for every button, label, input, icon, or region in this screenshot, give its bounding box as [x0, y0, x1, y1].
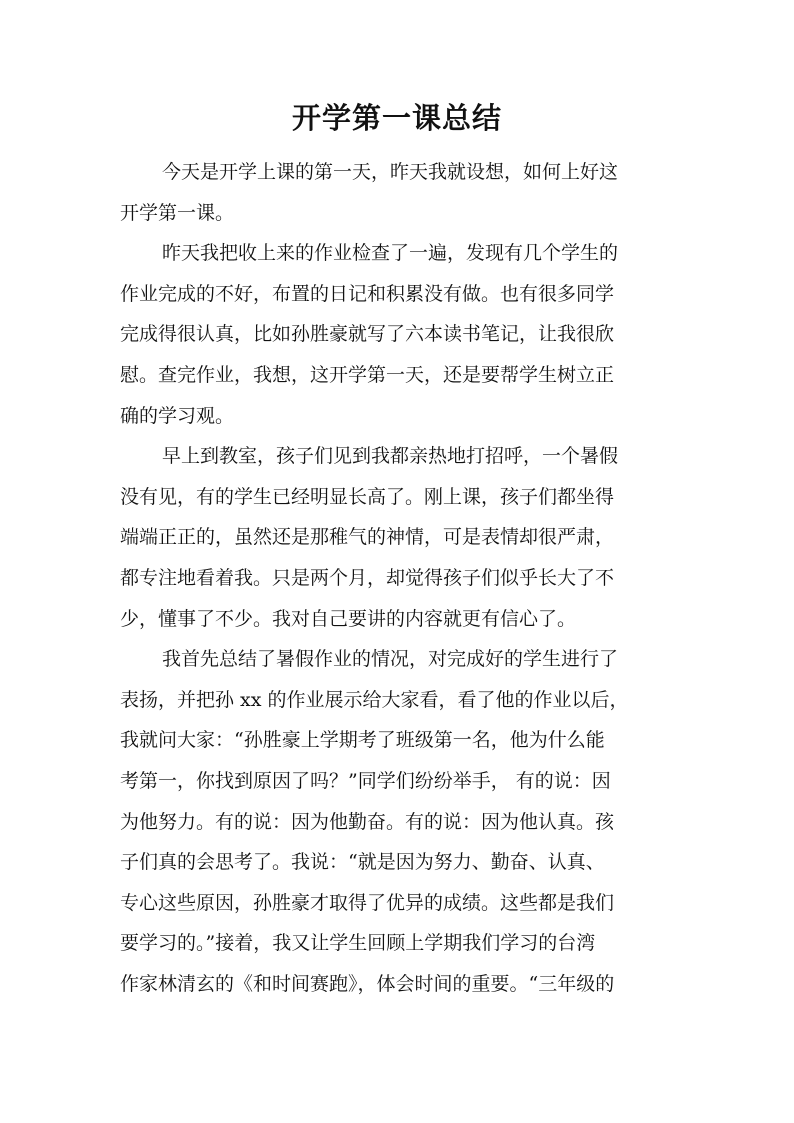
paragraph-line: 少，懂事了不少。我对自己要讲的内容就更有信心了。 [120, 607, 577, 630]
paragraph-line: 慰。查完作业，我想，这开学第一天，还是要帮学生树立正 [120, 363, 615, 386]
paragraph-line: 没有见，有的学生已经明显长高了。刚上课，孩子们都坐得 [120, 485, 615, 508]
document-title: 开学第一课总结 [291, 101, 502, 135]
paragraph-line: 专心这些原因，孙胜豪才取得了优异的成绩。这些都是我们 [120, 891, 615, 914]
paragraph-line: 考第一，你找到原因了吗？”同学们纷纷举手， 有的说：因 [120, 769, 611, 792]
paragraph-line: 完成得很认真，比如孙胜豪就写了六本读书笔记，让我很欣 [120, 323, 615, 346]
paragraph-line: 我就问大家：“孙胜豪上学期考了班级第一名，他为什么能 [120, 729, 605, 752]
paragraph-line: 表扬，并把孙 xx 的作业展示给大家看，看了他的作业以后， [120, 688, 629, 711]
paragraph-4 [120, 639, 676, 1004]
paragraph-3 [120, 436, 676, 639]
paragraph-line: 作业完成的不好，布置的日记和积累没有做。也有很多同学 [120, 282, 615, 305]
paragraph-line: 子们真的会思考了。我说：“就是因为努力、勤奋、认真、 [120, 851, 605, 874]
paragraph-line: 要学习的。”接着，我又让学生回顾上学期我们学习的台湾 [120, 932, 596, 955]
paragraph-line: 早上到教室，孩子们见到我都亲热地打招呼，一个暑假 [162, 445, 619, 468]
paragraph-line: 都专注地看着我。只是两个月，却觉得孩子们似乎长大了不 [120, 566, 615, 589]
paragraph-line: 确的学习观。 [120, 404, 235, 427]
paragraph-line: 为他努力。有的说：因为他勤奋。有的说：因为他认真。孩 [120, 810, 615, 833]
paragraph-1 [120, 152, 676, 233]
paragraph-2 [120, 233, 676, 436]
paragraph-line: 端端正正的，虽然还是那稚气的神情，可是表情却很严肃， [120, 526, 615, 549]
paragraph-line: 昨天我把收上来的作业检查了一遍，发现有几个学生的 [162, 242, 619, 265]
paragraph-line: 开学第一课。 [120, 201, 235, 224]
paragraph-line: 作家林清玄的《和时间赛跑》，体会时间的重要。“三年级的 [120, 972, 615, 995]
paragraph-line: 今天是开学上课的第一天，昨天我就设想，如何上好这 [162, 161, 619, 183]
paragraph-line: 我首先总结了暑假作业的情况，对完成好的学生进行了 [162, 648, 619, 671]
document-body [120, 152, 676, 1004]
